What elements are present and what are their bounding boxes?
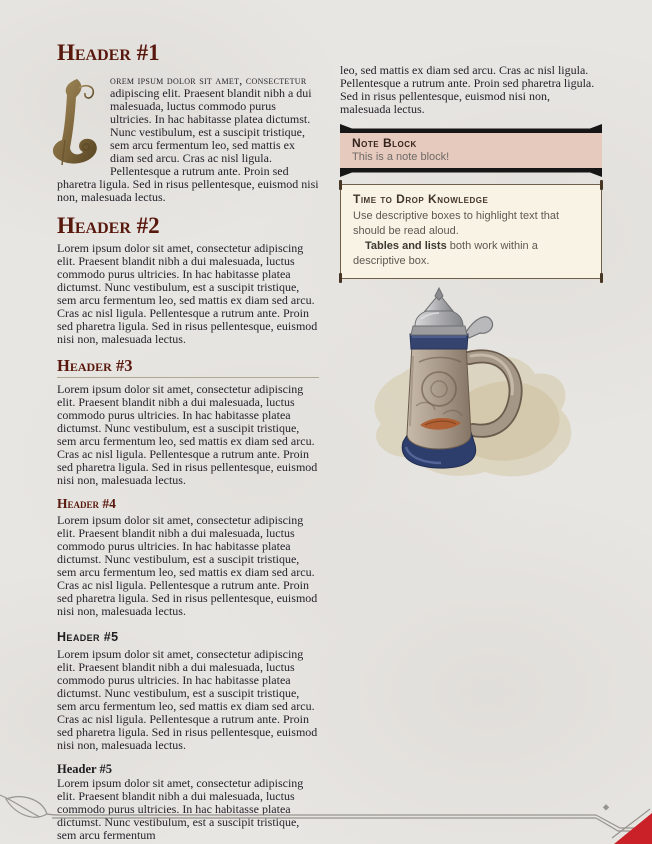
header-5: Header #5 xyxy=(57,630,119,644)
header-3: Header #3 xyxy=(57,356,319,378)
note-block-body: This is a note block! xyxy=(352,151,450,163)
note-block-title: Note Block xyxy=(352,136,417,150)
descriptive-box-line2 xyxy=(353,239,589,269)
corner-tick-icon xyxy=(600,273,603,283)
paragraph-3: Lorem ipsum dolor sit amet, consectetur adipiscing elit. Praesent blandit nibh a dui malesuada, luctus commodo purus ultricies. In hac habitasse platea dictumst. Nunc vestibulum, est a suscipit tristique, sem arcu fermentum leo, sed mattis ex diam sed arcu. Cras ac nisl ligula. Pellentesque a rutrum ante. Proin sed pharetra ligula. Sed in risus pellentesque, euismod nisi non, malesuada lectus. xyxy=(57,382,318,487)
corner-tick-icon xyxy=(600,180,603,190)
header-1: Header #1 xyxy=(57,40,160,65)
corner-tick-icon xyxy=(339,180,342,190)
paragraph-2: Lorem ipsum dolor sit amet, consectetur adipiscing elit. Praesent blandit nibh a dui malesuada, luctus commodo purus ultricies. In hac habitasse platea dictumst. Nunc vestibulum, est a suscipit tristique, sem arcu fermentum leo, sed mattis ex diam sed arcu. Cras ac nisl ligula. Pellentesque a rutrum ante. Proin sed pharetra ligula. Sed in risus pellentesque, euismod nisi non, malesuada lectus. xyxy=(57,241,318,346)
footer-diamond-icon xyxy=(603,804,609,810)
left-column xyxy=(57,40,319,842)
descriptive-box-title: Time to Drop Knowledge xyxy=(353,192,489,206)
beer-stein-illustration xyxy=(363,286,578,482)
paragraph-6-truncated: Lorem ipsum dolor sit amet, consectetur adipiscing elit. Praesent blandit nibh a dui malesuada, luctus commodo purus ultricies. In hac habitasse platea dictumst. Nunc vestibulum, est a suscipit tristique, sem arcu fermentum xyxy=(57,776,304,842)
header-2: Header #2 xyxy=(57,213,160,238)
header-4: Header #4 xyxy=(57,496,116,511)
footer-stem-line xyxy=(0,795,40,817)
right-column xyxy=(340,64,602,279)
drop-cap-ornament-icon xyxy=(45,77,103,167)
continuation-paragraph: leo, sed mattis ex diam sed arcu. Cras ac nisl ligula. Pellentesque a rutrum ante. Proin sed pharetra ligula. Sed in risus pellentesque, euismod nisi non, malesuada lectus. xyxy=(340,63,595,116)
header-5-bold: Header #5 xyxy=(57,762,112,776)
paragraph-1-text: adipiscing elit. Praesent blandit nibh a dui malesuada, luctus commodo purus ultricies. In hac habitasse platea dictumst. Nunc vestibulum, est a suscipit tristique, sem arcu fermentum leo, sed mattis ex diam sed arcu. Cras ac nisl ligula. Pellentesque a rutrum ante. Proin sed pharetra ligula. Sed in risus pellentesque, euismod nisi non, malesuada lectus. xyxy=(57,86,319,204)
descriptive-box-line1: Use descriptive boxes to highlight text that should be read aloud. xyxy=(353,210,560,237)
drop-cap-letter xyxy=(45,77,103,167)
descriptive-box xyxy=(340,184,602,279)
paragraph-5: Lorem ipsum dolor sit amet, consectetur adipiscing elit. Praesent blandit nibh a dui malesuada, luctus commodo purus ultricies. In hac habitasse platea dictumst. Nunc vestibulum, est a suscipit tristique, sem arcu fermentum leo, sed mattis ex diam sed arcu. Cras ac nisl ligula. Pellentesque a rutrum ante. Proin sed pharetra ligula. Sed in risus pellentesque, euismod nisi non, malesuada lectus. xyxy=(57,647,318,752)
descriptive-box-bold-lead: Tables and lists xyxy=(365,240,447,252)
note-top-border-icon xyxy=(340,124,602,133)
paragraph-4: Lorem ipsum dolor sit amet, consectetur adipiscing elit. Praesent blandit nibh a dui malesuada, luctus commodo purus ultricies. In hac habitasse platea dictumst. Nunc vestibulum, est a suscipit tristique, sem arcu fermentum leo, sed mattis ex diam sed arcu. Cras ac nisl ligula. Pellentesque a rutrum ante. Proin sed pharetra ligula. Sed in risus pellentesque, euismod nisi non, malesuada lectus. xyxy=(57,513,318,618)
note-block xyxy=(340,129,602,172)
paragraph-1 xyxy=(57,74,319,204)
footer-ornament xyxy=(0,792,652,844)
lead-small-caps: orem ipsum dolor sit amet, consectetur xyxy=(110,73,307,87)
note-bottom-border-icon xyxy=(340,168,602,177)
corner-tick-icon xyxy=(339,273,342,283)
footer-leaf-icon xyxy=(6,797,47,817)
descriptive-box-line2-rest: both work within a descriptive box. xyxy=(353,240,538,267)
